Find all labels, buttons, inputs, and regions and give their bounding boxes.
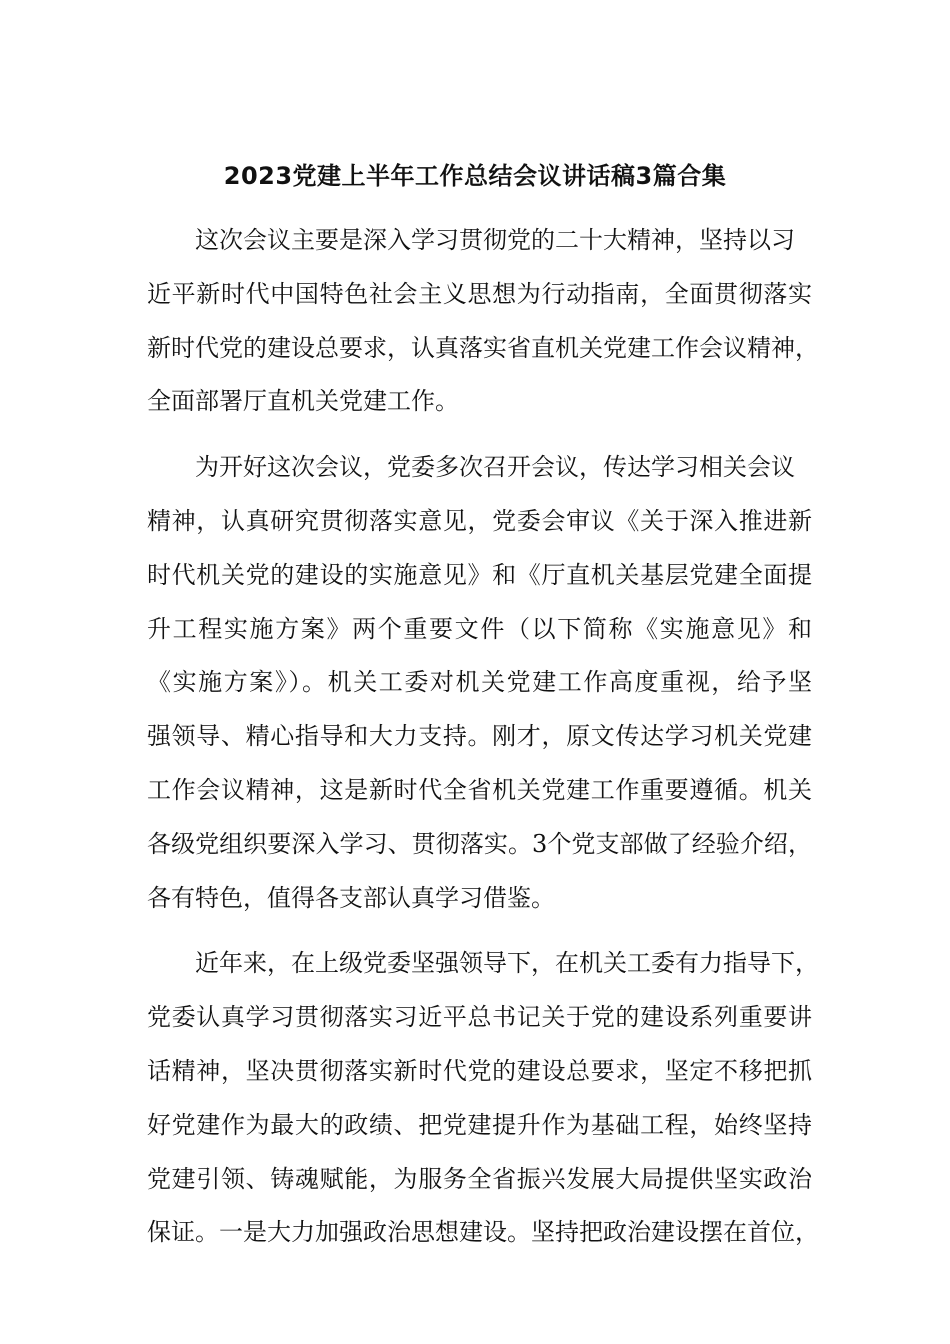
document-body — [147, 214, 819, 1260]
paragraph-line: 近平新时代中国特色社会主义思想为行动指南，全面贯彻落实 — [147, 279, 812, 308]
paragraph-line: 强领导、精心指导和大力支持。刚才，原文传达学习机关党建 — [147, 722, 812, 751]
paragraph-line: 升工程实施方案》两个重要文件（以下简称《实施意见》和 — [147, 614, 812, 643]
paragraph-line: 党建引领、铸魂赋能，为服务全省振兴发展大局提供坚实政治 — [147, 1164, 812, 1193]
paragraph — [147, 937, 819, 1260]
paragraph-line: 近年来，在上级党委坚强领导下，在机关工委有力指导下， — [195, 949, 819, 978]
paragraph-line: 精神，认真研究贯彻落实意见，党委会审议《关于深入推进新 — [147, 506, 812, 535]
paragraph-line: 时代机关党的建设的实施意见》和《厅直机关基层党建全面提 — [147, 560, 812, 589]
paragraph-spacer — [147, 429, 812, 441]
paragraph-line: 话精神，坚决贯彻落实新时代党的建设总要求，坚定不移把抓 — [147, 1056, 812, 1085]
paragraph-line: 《实施方案》）。机关工委对机关党建工作高度重视，给予坚 — [147, 668, 812, 697]
paragraph-line: 全面部署厅直机关党建工作。 — [147, 387, 459, 416]
paragraph — [147, 441, 812, 925]
paragraph-line: 各级党组织要深入学习、贯彻落实。3个党支部做了经验介绍， — [147, 829, 812, 858]
paragraph-line: 工作会议精神，这是新时代全省机关党建工作重要遵循。机关 — [147, 775, 812, 804]
paragraph-line: 保证。一是大力加强政治思想建设。坚持把政治建设摆在首位， — [147, 1218, 819, 1247]
paragraph-line: 各有特色，值得各支部认真学习借鉴。 — [147, 883, 555, 912]
paragraph-line: 为开好这次会议，党委多次召开会议，传达学习相关会议 — [195, 453, 795, 482]
paragraph-spacer — [147, 925, 812, 937]
paragraph — [147, 214, 819, 429]
paragraph-line: 党委认真学习贯彻落实习近平总书记关于党的建设系列重要讲 — [147, 1003, 812, 1032]
document-title: 2023党建上半年工作总结会议讲话稿3篇合集 — [223, 162, 727, 190]
paragraph-line: 好党建作为最大的政绩、把党建提升作为基础工程，始终坚持 — [147, 1110, 812, 1139]
paragraph-line: 新时代党的建设总要求，认真落实省直机关党建工作会议精神， — [147, 333, 819, 362]
paragraph-line: 这次会议主要是深入学习贯彻党的二十大精神，坚持以习 — [195, 226, 795, 254]
